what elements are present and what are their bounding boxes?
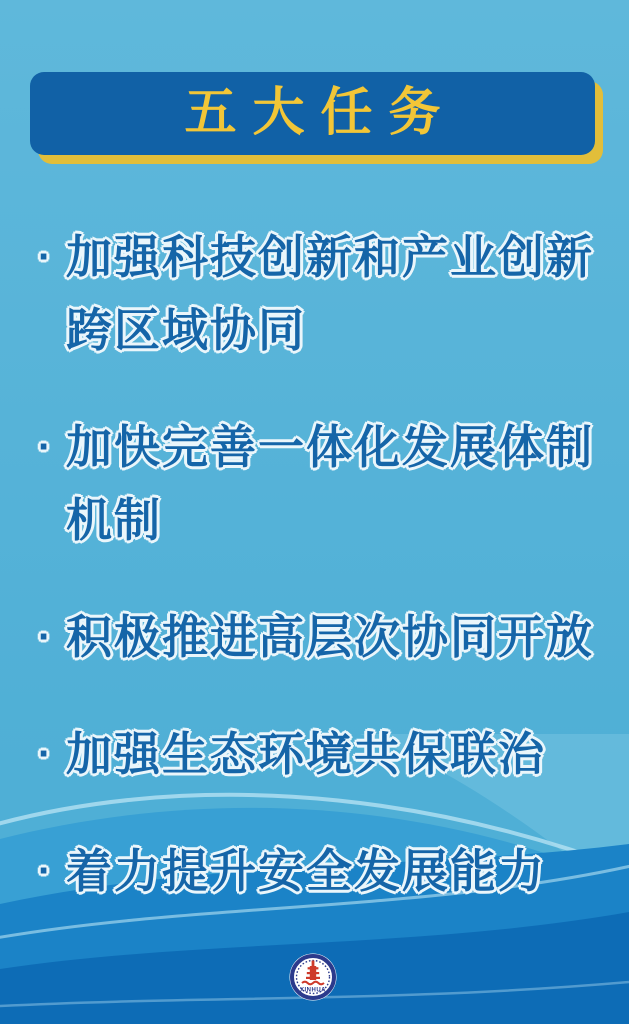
task-text: 加快完善一体化发展体制 [66,421,594,473]
xinhua-logo [289,953,337,1001]
logo-wordmark: XINHUA [299,987,327,994]
task-item [38,411,609,557]
bullet-dot-icon: · [38,425,54,469]
bullet-dot-icon: · [38,615,54,659]
task-text: 积极推进高层次协同开放 [66,611,594,663]
task-item [38,718,609,791]
task-text: 机制 [66,494,162,546]
task-text: 加强科技创新和产业创新 [66,231,594,283]
task-text: 着力提升安全发展能力 [66,845,546,897]
task-list [38,221,609,952]
task-text: 加强生态环境共保联治 [66,728,546,780]
bullet-dot-icon: · [38,235,54,279]
task-item [38,835,609,908]
bullet-dot-icon: · [38,849,54,893]
title-banner [30,72,595,155]
task-item [38,221,609,367]
task-item [38,601,609,674]
page-title: 五大任务 [184,84,457,142]
task-text: 跨区域协同 [66,304,306,356]
bullet-dot-icon: · [38,732,54,776]
